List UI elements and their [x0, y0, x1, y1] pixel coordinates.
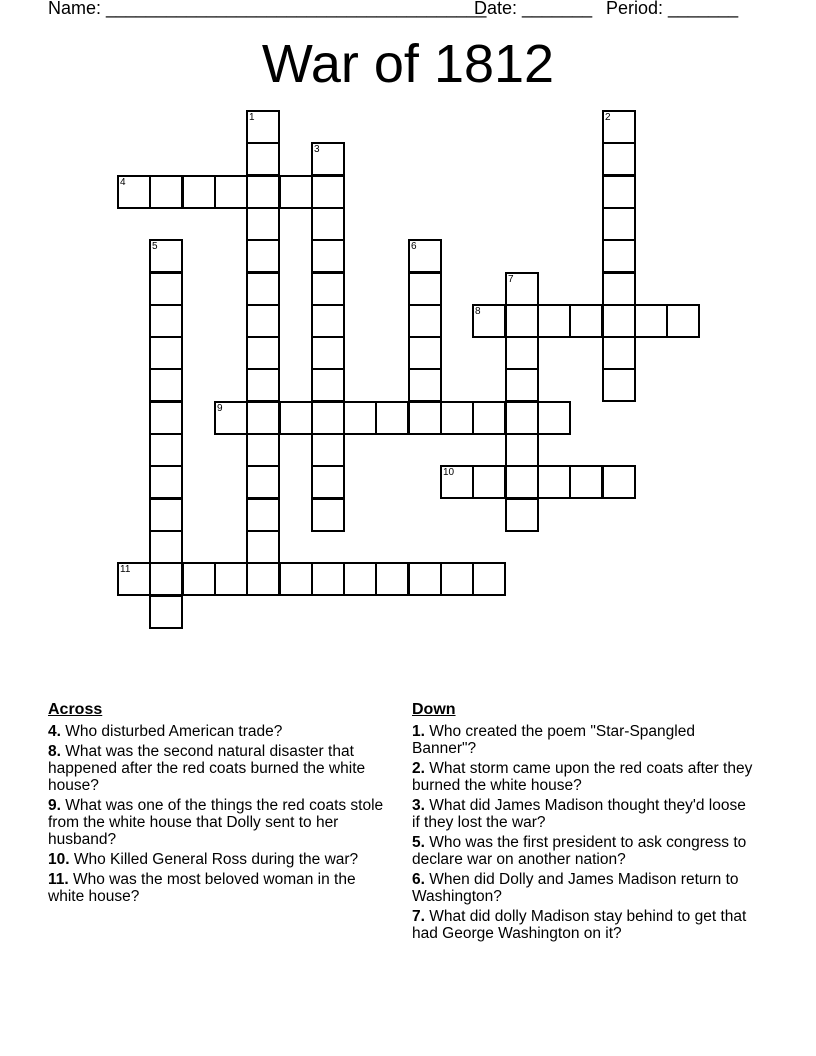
down-clue [412, 760, 757, 794]
grid-cell[interactable] [505, 498, 539, 532]
grid-cell[interactable] [569, 304, 603, 338]
clue-number: 9. [48, 797, 61, 814]
grid-cell[interactable] [182, 562, 216, 596]
clue-number: 3. [412, 797, 425, 814]
grid-cell[interactable] [149, 175, 183, 209]
grid-cell[interactable] [246, 207, 280, 241]
clue-text: Who disturbed American trade? [60, 723, 283, 740]
grid-cell[interactable] [149, 530, 183, 564]
grid-cell[interactable] [311, 304, 345, 338]
grid-cell[interactable] [246, 530, 280, 564]
grid-cell[interactable] [505, 272, 539, 306]
grid-cell[interactable] [246, 465, 280, 499]
down-clue [412, 834, 757, 868]
grid-cell[interactable] [149, 433, 183, 467]
clue-text: Who Killed General Ross during the war? [69, 851, 359, 868]
period-field[interactable]: Period: _______ [606, 0, 739, 18]
grid-cell[interactable] [182, 175, 216, 209]
grid-cell[interactable] [246, 239, 280, 273]
clue-text: What did dolly Madison stay behind to get that had George Washington on it? [412, 908, 747, 942]
across-clue [48, 723, 393, 740]
grid-cell[interactable] [311, 142, 345, 176]
clue-text: What was one of the things the red coats stole from the white house that Dolly sent to her husband? [48, 797, 384, 848]
grid-cell[interactable] [149, 304, 183, 338]
grid-cell[interactable] [246, 433, 280, 467]
clue-number: 2. [412, 760, 425, 777]
grid-cell[interactable] [149, 498, 183, 532]
grid-cell[interactable] [537, 465, 571, 499]
grid-cell[interactable] [505, 433, 539, 467]
grid-cell[interactable] [149, 272, 183, 306]
grid-cell[interactable] [602, 142, 636, 176]
grid-cell[interactable] [246, 304, 280, 338]
grid-cell[interactable] [602, 239, 636, 273]
grid-cell[interactable] [149, 368, 183, 402]
clue-number: 5. [412, 834, 425, 851]
grid-cell[interactable] [149, 401, 183, 435]
grid-cell[interactable] [279, 562, 313, 596]
clue-number-label: 7 [508, 274, 514, 285]
grid-cell[interactable] [537, 304, 571, 338]
across-clue [48, 851, 393, 868]
clue-number-label: 4 [120, 177, 126, 188]
clue-text: When did Dolly and James Madison return to Washington? [412, 871, 739, 905]
grid-cell[interactable] [634, 304, 668, 338]
page-title: War of 1812 [261, 34, 555, 94]
grid-cell[interactable] [311, 401, 345, 435]
clue-number: 8. [48, 743, 61, 760]
grid-cell[interactable] [311, 207, 345, 241]
grid-cell[interactable] [246, 110, 280, 144]
grid-cell[interactable] [472, 465, 506, 499]
clue-text: Who was the first president to ask congress to declare war on another nation? [412, 834, 747, 868]
grid-cell[interactable] [149, 336, 183, 370]
grid-cell[interactable] [279, 401, 313, 435]
grid-cell[interactable] [214, 175, 248, 209]
grid-cell[interactable] [149, 239, 183, 273]
grid-cell[interactable] [537, 401, 571, 435]
down-clue [412, 908, 757, 942]
clue-number-label: 8 [475, 306, 481, 317]
grid-cell[interactable] [602, 272, 636, 306]
grid-cell[interactable] [375, 401, 409, 435]
grid-cell[interactable] [214, 401, 248, 435]
clue-number: 1. [412, 723, 425, 740]
clue-number-label: 5 [152, 241, 158, 252]
clue-text: Who created the poem "Star-Spangled Banner"? [412, 723, 695, 757]
across-clues [48, 700, 393, 908]
grid-cell[interactable] [311, 239, 345, 273]
clue-number-label: 3 [314, 144, 320, 155]
grid-cell[interactable] [117, 175, 151, 209]
down-heading: Down [412, 701, 456, 718]
down-clue-list [412, 723, 757, 942]
grid-cell[interactable] [440, 401, 474, 435]
clue-number: 10. [48, 851, 70, 868]
across-clue [48, 871, 393, 905]
grid-cell[interactable] [246, 401, 280, 435]
grid-cell[interactable] [472, 304, 506, 338]
grid-cell[interactable] [602, 304, 636, 338]
down-clue [412, 871, 757, 905]
clue-number-label: 2 [605, 112, 611, 123]
clue-number-label: 11 [120, 564, 131, 575]
grid-cell[interactable] [149, 562, 183, 596]
grid-cell[interactable] [246, 175, 280, 209]
grid-cell[interactable] [246, 142, 280, 176]
grid-cell[interactable] [602, 175, 636, 209]
down-clues [412, 700, 757, 945]
grid-cell[interactable] [311, 562, 345, 596]
grid-cell[interactable] [408, 368, 442, 402]
clue-number: 4. [48, 723, 61, 740]
clue-text: What was the second natural disaster that happened after the red coats burned the white house? [48, 743, 366, 794]
grid-cell[interactable] [375, 562, 409, 596]
down-clue [412, 723, 757, 757]
grid-cell[interactable] [505, 401, 539, 435]
clue-text: Who was the most beloved woman in the white house? [48, 871, 356, 905]
grid-cell[interactable] [311, 498, 345, 532]
grid-cell[interactable] [440, 465, 474, 499]
grid-cell[interactable] [602, 110, 636, 144]
grid-cell[interactable] [472, 562, 506, 596]
grid-cell[interactable] [602, 465, 636, 499]
grid-cell[interactable] [408, 239, 442, 273]
clue-number-label: 9 [217, 403, 223, 414]
grid-cell[interactable] [311, 433, 345, 467]
clue-number: 6. [412, 871, 425, 888]
grid-cell[interactable] [117, 562, 151, 596]
grid-cell[interactable] [472, 401, 506, 435]
down-clue [412, 797, 757, 831]
grid-cell[interactable] [311, 368, 345, 402]
grid-cell[interactable] [505, 368, 539, 402]
clue-number-label: 6 [411, 241, 417, 252]
grid-cell[interactable] [311, 272, 345, 306]
grid-cell[interactable] [602, 207, 636, 241]
grid-cell[interactable] [246, 562, 280, 596]
clue-text: What storm came upon the red coats after they burned the white house? [412, 760, 753, 794]
grid-cell[interactable] [505, 336, 539, 370]
grid-cell[interactable] [666, 304, 700, 338]
grid-cell[interactable] [246, 336, 280, 370]
clue-number: 7. [412, 908, 425, 925]
grid-cell[interactable] [505, 304, 539, 338]
grid-cell[interactable] [408, 304, 442, 338]
clue-text: What did James Madison thought they'd loose if they lost the war? [412, 797, 746, 831]
grid-cell[interactable] [246, 498, 280, 532]
clue-number-label: 10 [443, 467, 455, 478]
grid-cell[interactable] [408, 562, 442, 596]
grid-cell[interactable] [408, 272, 442, 306]
grid-cell[interactable] [214, 562, 248, 596]
grid-cell[interactable] [343, 401, 377, 435]
clue-number-label: 1 [249, 112, 255, 123]
grid-cell[interactable] [343, 562, 377, 596]
grid-cell[interactable] [602, 368, 636, 402]
grid-cell[interactable] [569, 465, 603, 499]
grid-cell[interactable] [246, 272, 280, 306]
grid-cell[interactable] [602, 336, 636, 370]
grid-cell[interactable] [311, 175, 345, 209]
clue-number: 11. [48, 871, 69, 888]
across-clue-list [48, 723, 393, 905]
date-field[interactable]: Date: _______ [474, 0, 593, 18]
grid-cell[interactable] [149, 595, 183, 629]
grid-cell[interactable] [149, 465, 183, 499]
grid-cell[interactable] [505, 465, 539, 499]
across-clue [48, 797, 393, 848]
grid-cell[interactable] [440, 562, 474, 596]
grid-cell[interactable] [311, 465, 345, 499]
grid-cell[interactable] [311, 336, 345, 370]
across-heading: Across [48, 701, 103, 718]
grid-cell[interactable] [279, 175, 313, 209]
across-clue [48, 743, 393, 794]
grid-cell[interactable] [408, 401, 442, 435]
name-field[interactable]: Name: ______________________________________ [48, 0, 487, 18]
grid-cell[interactable] [408, 336, 442, 370]
grid-cell[interactable] [246, 368, 280, 402]
